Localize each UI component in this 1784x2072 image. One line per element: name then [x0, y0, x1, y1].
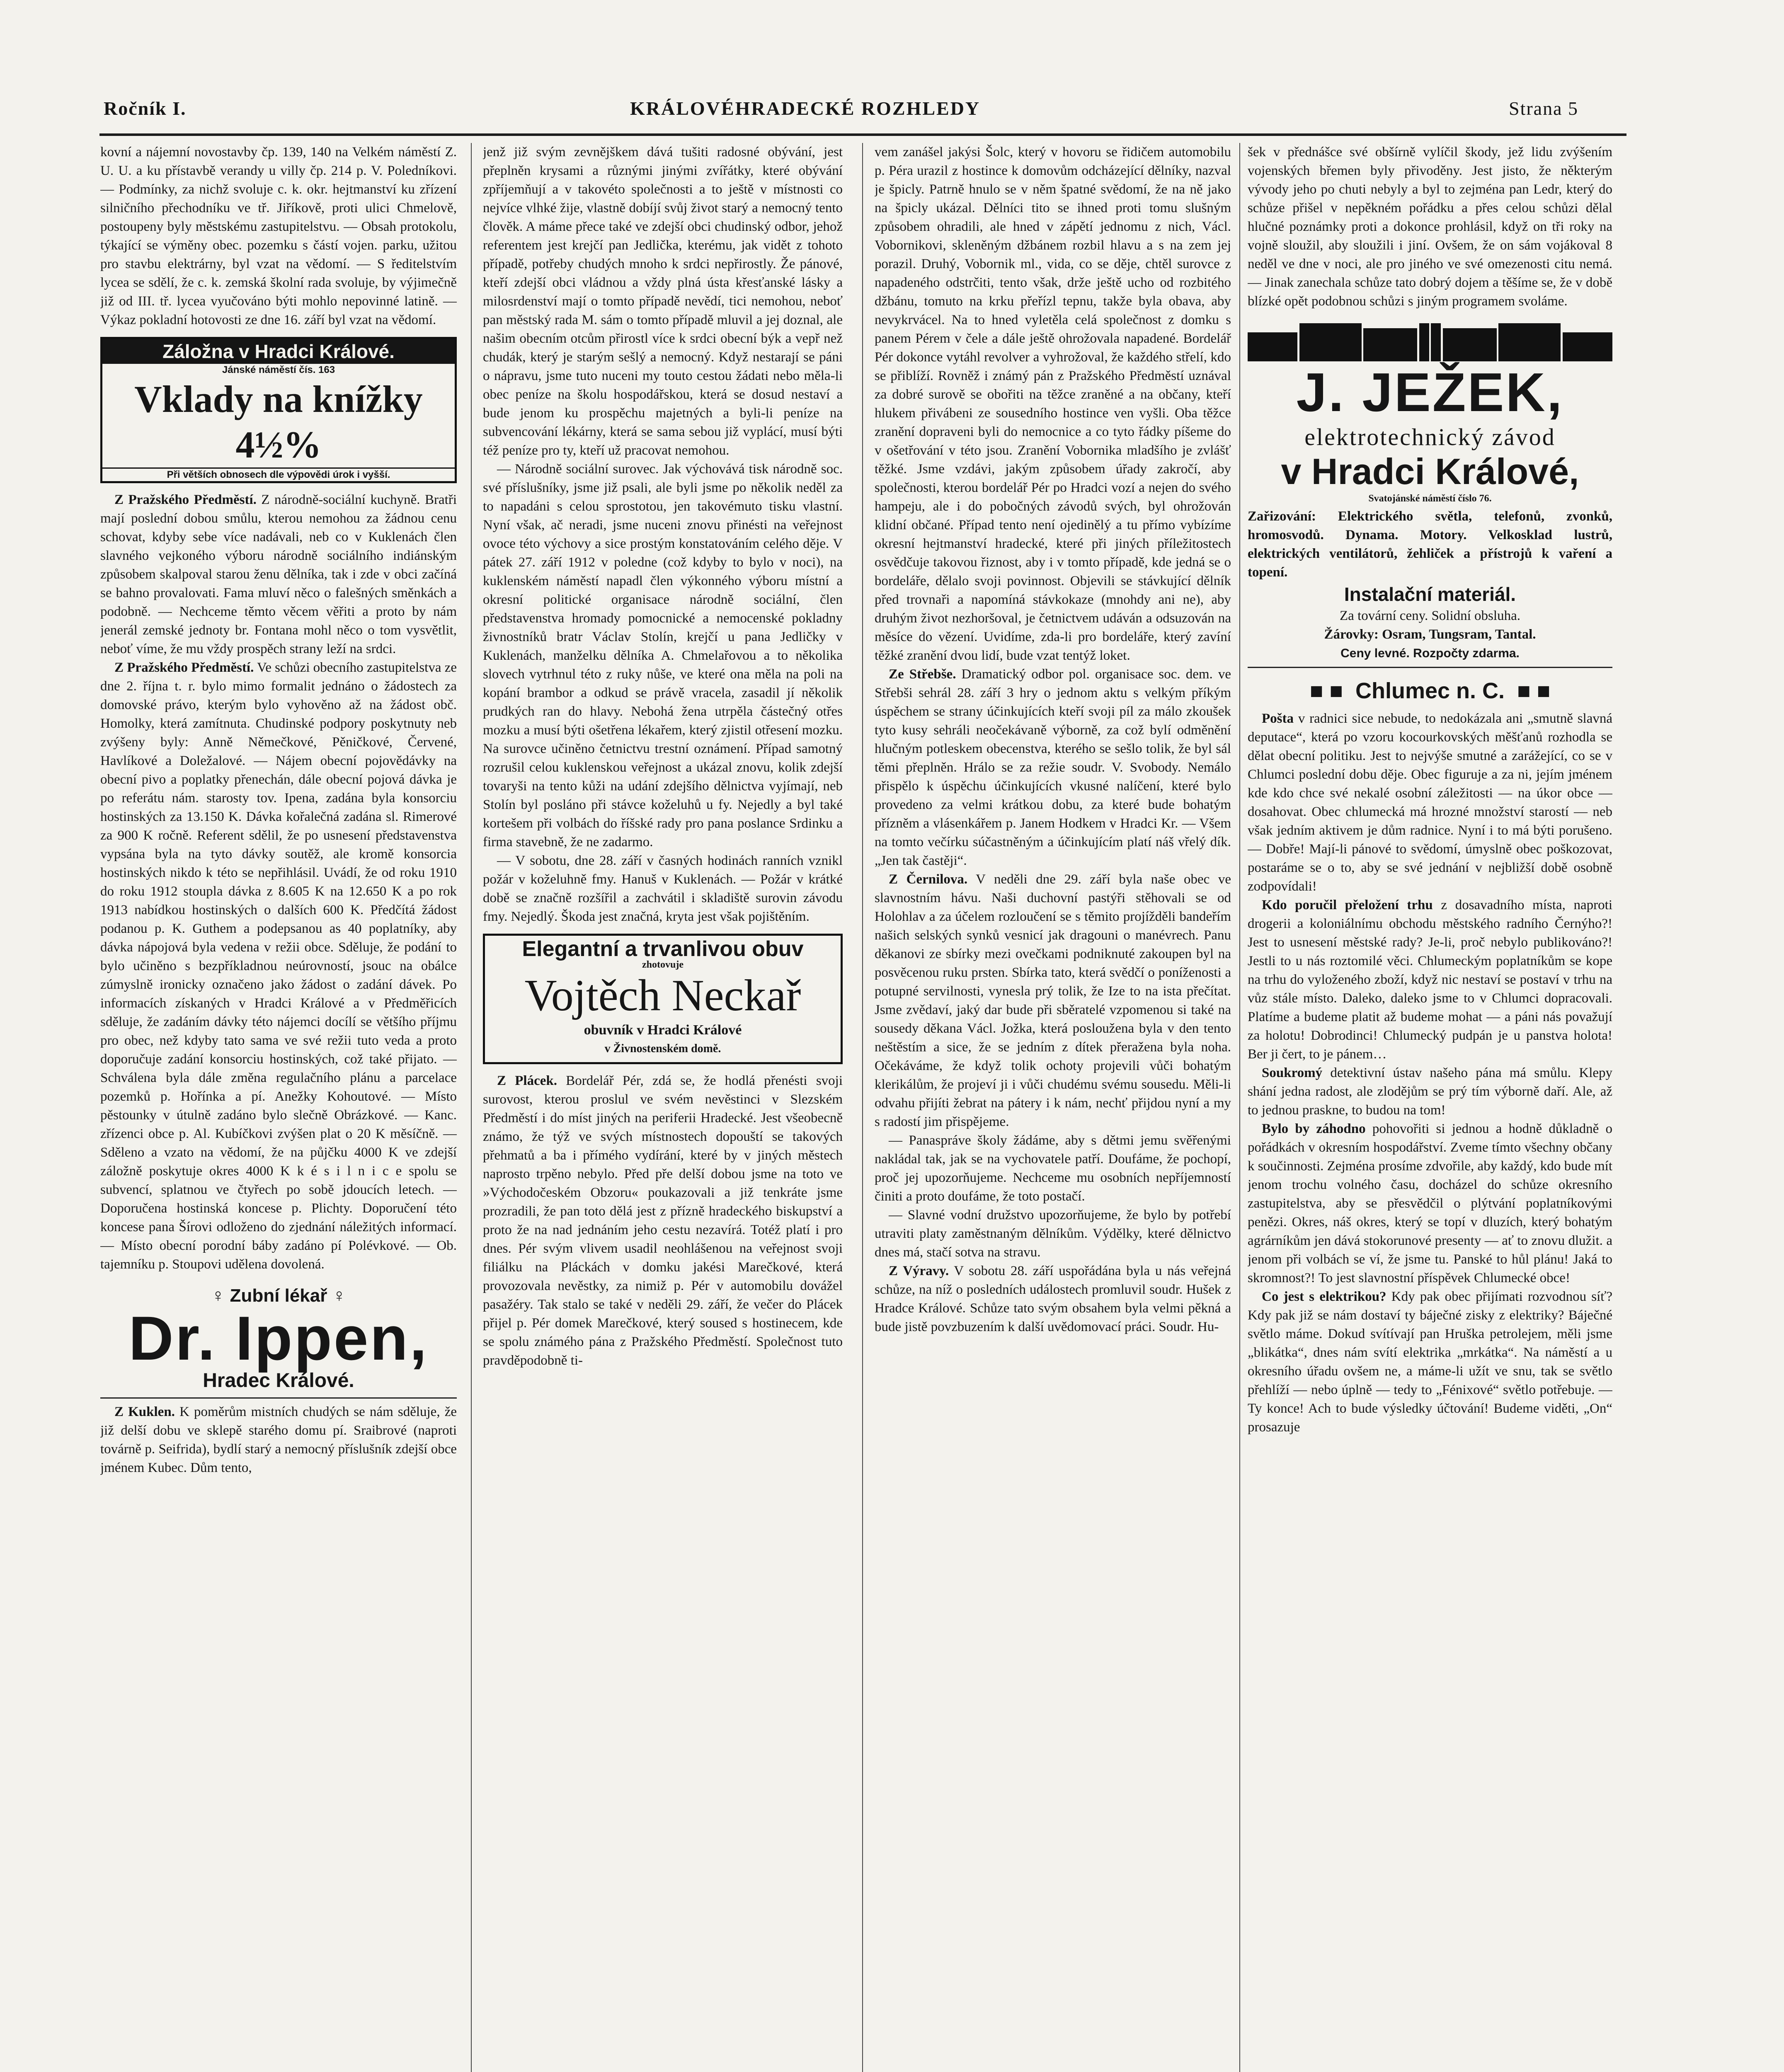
header-page: Strana 5	[1509, 98, 1579, 119]
article-lead: Z Výravy.	[889, 1264, 949, 1278]
article-text	[1248, 1064, 1612, 1120]
article-text	[875, 1262, 1231, 1336]
article-body: pohovořiti si jednou a hodně důkladně o pořádkách v okresním hospodářství. Zveme tímto všechny občany k součinnosti. Zejména prosíme zdvořile, aby každý, kdo bude mít jenom trochu volného času, docházel do schůze okresního zastupitelstva, aby se přesvědčil o plýtvání poplatníkovými penězi. Okres, náš okres, který se topí v dluzích, který bohatým agrárníkům jen dává stokorunové presenty — ať to znovu dlužit. a jenom při volbách se ví, že jsme tu. Panské to hůl plánu! Jaká to skromnost?! To jest slavnostní příspěvek Chlumecké obce!	[1248, 1121, 1612, 1285]
ad-electric-trade: elektrotechnický závod	[1304, 424, 1556, 450]
article-body: Z národně-sociální kuchyně. Bratři mají poslední dobou smůlu, kterou nemohou za žádnou cenu schovat, kdyby sebe více nadávali, neb co v Kuklenách člen slavného vejkoného výboru národně sociálního indiánským způsobem skalpoval starou ženu dělníka, tak i zde v obci začíná se bahno provalovati. Fama mluví něco o falešných směnkách a podobně. — Nechceme těmto věcem věřiti a proto by nám jenerál zemské jednoty br. Fontana mohl něco o tom vysvětlit, neboť víme, že mu vždy prospěch strany leží na srdci.	[100, 492, 457, 656]
article-lead: Z Pražského Předměstí.	[114, 492, 257, 507]
ad-bank	[100, 337, 457, 483]
article-lead: Soukromý	[1262, 1065, 1323, 1080]
ad-dentist	[100, 1286, 457, 1390]
ad-electric-material: Instalační materiál.	[1344, 583, 1516, 605]
article-lead: Ze Střebše.	[889, 667, 956, 682]
ad-shoemaker-trade: obuvník v Hradci Králové	[584, 1022, 742, 1038]
article-text	[1248, 896, 1612, 1064]
ad-electric-city: v Hradci Králové,	[1281, 451, 1579, 492]
article-body: V neděli dne 29. září byla naše obec ve slavnostním hávu. Naši duchovní pastýři stěhovali se od Holohlav a za účelem rozloučení se s těmito projížděli bandeřím našich selských synků vesnicí jak dragouni o manévrech. Panu děkanovi ze sbírky mezi ovečkami podniknuté zakoupen byl na posvěcenou ruku prsten. Sbírka tato, která svědčí o poníženosti a potupné servilnosti, vynesla prý tolik, že Ize to na ista přečítat. Jsme zvědaví, jaký dar bude při sběratelé vzpomenou si také na sousedy děkana Václ. Jožka, která posloužena byla v den tento neštěstím a sice, že se jedním z dítek přeražena byla noha. Očekáváme, že když tolik ochoty projevili vůči bohatým klerikálům, že projeví ji i vůči chudému svému sousedu. Měli-li odvahu přijíti žebrat na pátery i k nám, nechť přijdou nyní a my s radostí jim přispějeme.	[875, 872, 1231, 1129]
column-4	[1248, 143, 1612, 2072]
article-text: jenž již svým zevnějškem dává tušiti radosné obývání, jest přeplněn krysami a různými jinými zvířátky, které obývání zpříjemňují a v takovéto společnosti a to ještě v místnosti co nejvíce vlhké žije, vlastně dobíjí svůj život starý a nemocný tento člověk. A máme přece také ve zdejší obci chudinský odbor, jehož referentem jest krejčí pan Jedlička, kterému, jak vidět z tohoto případě, potřeby chudých mnoho k srdci nepřirostly. Že pánové, kteří zdejší obci vládnou a vždy plná ústa křesťanské lásky a milosrdenství mají o tomto případě nevědí, tici nemohou, neboť pan městský rada M. sám o tomto případě mluvil a jej doznal, ale našim obecním otcům přirostl více k srdci obecní býk a vepř než chudák, který je starým sešlý a nemocný. Když nestarají se páni o nápravu, jsme tuto nuceni my touto cestou žádati nebo měla-li obec peníze na školu hospodářskou, která se dosud nestaví a bude jenom ku prospěchu majetných a byli-li peníze na subvencování lékárny, která se sama sebou již vyplácí, musí býti též peníze pro ty, kteří už pracovat nemohou.	[483, 145, 843, 458]
header-title: KRÁLOVÉHRADECKÉ ROZHLEDY	[630, 98, 981, 119]
article-text	[100, 1403, 457, 1477]
ad-electric-footer: Ceny levné. Rozpočty zdarma.	[1340, 646, 1520, 660]
article-text	[483, 1072, 843, 1370]
article-body: detektivní ústav našeho pána má smůlu. Klepy shání jedna radost, ale zlodějům se prý tím výborně daří. Ale, až to jednou praskne, to budou na tom!	[1248, 1065, 1612, 1118]
ad-bank-name: Záložna v Hradci Králové.	[102, 339, 455, 364]
article-body: Kdy pak obec přijímati rozvodnou síť? Kdy pak již se nám dostaví ty báječné zisky z elektriky? Báječné světlo máme. Dokud svítívají pan Hruška petrolejem, měli jsme „blikátka“, dnes nám svítí elektrika „mrkátka“. Na náměstí a u okresního úřadu ovšem ne, a máme-li užít ve snu, tak se světlo přehlíží — nebo úplně — tedy to „Fénixové“ světlo potřebuje. — Ty konce! Ach to bude výsledky účtování! Budeme viděti, „On“ prosazuje	[1248, 1289, 1612, 1435]
article-body: Ve schůzi obecního zastupitelstva ze dne 2. října t. r. bylo mimo formalit jednáno o žádostech za domovské právo, kterým bylo vyhověno až na žádost obč. Homolky, která zamítnuta. Chudinské podpory poskytnuty neb zvýšeny byly: Anně Němečkové, Pěničkové, Červené, Havlíkové a Doležalové. — Nájem obecní pojovědávky na obecní pivo a poplatky přenechán, dále obecní pojová dávka je po referátu nám. starosty tov. Ipena, zadána byla konsorciu hostinských za 13.150 K. Dávka kořalečná zadána sl. Rimerové za 900 K ročně. Referent sdělil, že po usnesení představenstva vypsána byla na tyto dávky soutěž, ale kromě konsorcia hostinských nikdo k této se nepřihlásil. Uvádí, že od roku 1910 do roku 1912 stoupla dávka z 8.605 K na 12.650 K a po rok 1913 nabídkou hostinských o dalších 600 K. Předčítá žádost podanou p. K. Guthem a podepsanou as 40 poplatníky, aby dávka nápojová byla vedena v režii obce. Sděluje, že podání to bylo učiněno s bezpříkladnou neúrovností, jsouc na obálce zúmyslně ironicky označeno jako žádost o zadání dávek. Po informacích získaných v Hradci Králové a v Předměřicích sděluje, že zadáním dávky této nájemci docílí se většího příjmu pro obec, než kdyby tato sama ve své režii tuto veda a proto doporučuje zadání konsorciu hostinských, což také přijato. — Schválena byla dále změna regulačního plánu a parcelace pozemků p. Hořínka a pí. Anežky Kohoutové. — Místo pěstounky v útulně zadáno bylo slečně Obrázkové. — Kanc. zřízenci obce p. Al. Kubíčkovi zvýšen plat o 20 K měsíčně. — Sděleno a vzato na vědomí, že na půjčku 4000 K ve zdejší záložně poskytuje okres 4000 K k é s i l n i c e spolu se subvencí, splatnou ve čtyřech po sobě jdoucích letech. — Doporučena hostinská koncese p. Plichty. Doporučení této koncese pana Šírovi odloženo do zjednání náležitých informací. — Místo obecní porodní báby zadáno pí Polévkové. — Ob. tajemníku p. Stoupovi udělena dovolená.	[100, 660, 457, 1272]
article-text: — Slavné vodní družstvo upozorňujeme, že bylo by potřebí utraviti platy zaměstnaným dělníkům. Výdělky, které dělnictvo dnes má, stačí sotva na stravu.	[875, 1208, 1231, 1260]
column-rule	[1239, 143, 1240, 2072]
article-text: — V sobotu, dne 28. září v časných hodinách ranních vznikl požár v koželuhně fmy. Hanuš v Kuklenách. — Požár v krátké době se značně rozšířil a zachvátil i skladiště surovin závodu fmy. Nejedlý. Škoda jest značná, kryta jest však pojištěním.	[483, 853, 843, 924]
column-2	[483, 143, 843, 2072]
article-text	[875, 665, 1231, 870]
article-body: z dosavadního místa, naproti drogerii a koloniálnímu obchodu městského radního Černýho?! Jest to usnesení městské rady? Je-li, proč nebylo publikováno?! Jestli to u nás roztomilé věci. Chlumeckým poplatníkům se kope na trhu do vyloženého zboží, když nic nestaví se postaví v trhu na vůz stále místo. Daleko, daleko jsme to v Chlumci dopracovali. Platíme a budeme platit až budeme mohat — a páni nás považují za holotu! Dobrodinci! Chlumecký pudpán je u panstva holota! Ber ji čert, to je pánem…	[1248, 898, 1612, 1062]
section-heading: ■ ■ Chlumec n. C. ■ ■	[1309, 678, 1551, 703]
article-lead: Z Pražského Předměstí.	[114, 660, 254, 675]
article-text: vem zanášel jakýsi Šolc, který v hovoru se řidičem automobilu p. Péra urazil z hostince k domovům odcházející dělníky, nazval je špicly. Patrně hnulo se v něm špatné svědomí, že na ně jako na špicly ukázal. Dělníci tito se ihned proti tomu slušným způsobem ohradili, ale hned v zápětí jednomu z nich, Václ. Vobornikovi, skleněným džbánem rozbil hlavu a s na zem jej porazil. Druhý, Vobornik ml., vida, co se děje, chtěl surovce z napadeného odstrčiti, tento však, drže ještě ucho od rozbitého džbánu, tomuto na krku přeřízl tepnu, takže byla obava, aby nevykrvácel. Na to hned vyletěla celá společnost z domku s panem Pérem v čele a dále ještě ohrožovala napadené. Bordelář Pér dokonce vytáhl revolver a vyhrožoval, že každého střelí, kdo se přiblíží. Rovněž i známý pán z Pražského Předměstí uznával za dobré surově se obořiti na těžce zraněné a na občany, kteří hlukem přivábeni ze sousedního hostince ven vyšli. Oba těžce zranění dopraveni byli do nemocnice a co tyto řádky píšeme do v ošetřování v této jsou. Zranění Vobornika mladšího je zvlášť těžké. Jsme vzdávi, jakým způsobem úřady zakročí, aby společnosti, kterou bordelář Pér po Hradci vozí a nejen do svého hampeju, ale i do pobočných závodů svých, byl ohrožován klidní občané. Případ tento není ojedinělý a tu přímo vybízíme okresní hejtmanství hradecké, které při jiných příležitostech osvědčuje takovou řiznost, aby i v tomto případě, kde jedná se o bordeláře, dělalo svoji povinnost. Objevili se stávkující dělník před trovnaři a napomíná stávkokaze (mnohdy ani ne), aby druhým život nezhoršoval, je četnictvem udáván a odsuzován na měsíce do vězení. Uvidíme, zda-li pro bordeláře, který zavíní těžké zranění dvou lidí, bude vzat tentýž loket.	[875, 145, 1231, 663]
ad-dentist-city: Hradec Králové.	[203, 1370, 354, 1392]
article-body: K poměrům mistních chudých se nám sděluje, že již delší dobu ve sklepě starého domu pí. Sraibrové (naproti továrně p. Seifrida), bydlí starý a nemocný příslušník zdejší obce jménem Kubec. Dům tento,	[100, 1404, 457, 1475]
ad-shoemaker	[483, 934, 843, 1064]
ad-electric-prices: Za tovární ceny. Solidní obsluha.	[1340, 608, 1520, 623]
article-body: v radnici sice nebude, to nedokázala ani „smutně slavná deputace“, která po vzoru kocourkovských měšťanů rozhodla se dělat obecní politiku. Jest to nejvýše smutné a zarážející, co se v Chlumci poslední dobu děje. Obec figuruje a za ni, jejím jménem kde kdo chce své nekalé osobní záležitosti — na úkor obce — dosahovat. Obec chlumecká má hrozné množství starostí — neb však jedním aktivem je dům radnice. Nyní i to má býti porušeno. — Dobře! Mají-li pánové to svědomí, úmyslně obec poškozovat, postaráme se o to, aby se své jednání v nejbližší době osobně zodpovídali!	[1248, 711, 1612, 894]
article-lead: Z Černilova.	[889, 872, 968, 887]
article-text	[1248, 709, 1612, 896]
article-text	[1248, 1120, 1612, 1288]
column-1	[100, 143, 457, 2072]
article-lead: Kdo poručil přeložení trhu	[1262, 898, 1433, 913]
article-text: — Panaspráve školy žádáme, aby s dětmi jemu svěřenými nakládal tak, jak se na vychovatele patří. Doufáme, že pochopí, proč jej upozorňujeme. Nechceme mu osobních nepříjemností činiti a proto doufáme, že toto postačí.	[875, 1133, 1231, 1204]
ad-dentist-name: Dr. Ippen,	[128, 1303, 429, 1373]
ad-shoemaker-address: v Živnostenském domě.	[604, 1042, 721, 1055]
ad-bank-note: Při větších obnosech dle výpovědi úrok i vyšší.	[102, 467, 455, 481]
article-lead: Z Plácek.	[497, 1073, 557, 1088]
ad-electric	[1248, 323, 1612, 663]
article-text	[875, 870, 1231, 1131]
header-volume: Ročník I.	[104, 98, 187, 119]
ad-dentist-title-text: Zubní lékař	[230, 1285, 327, 1306]
article-text	[100, 658, 457, 1274]
ad-electric-address: Svatojánské náměstí číslo 76.	[1368, 493, 1492, 504]
article-lead: Bylo by záhodno	[1262, 1121, 1366, 1136]
ad-shoemaker-tagline: Elegantní a trvanlivou obuv	[522, 937, 804, 961]
article-lead: Pošta	[1262, 711, 1294, 726]
article-text: šek v přednášce své obšírně vylíčil škody, jež lidu zvýšením vojenských břemen byly přivoděny. Jest jisto, že některým vývody jeho po chuti nebyly a byl to zejména pan Ledr, který do schůze přišel v nepěkném pořádku a přes celou schůzi dělal hlučné poznámky proti a dokonce prohlásil, když on tři roky na vojně sloužil, aby sloužili i jiní. Ovšem, že on sám vojákoval 8 neděl ve dne v noci, ale pro jiného ve své omezenosti citu nemá. — Jinak zanechala schůze tato dobrý dojem a těšíme se, že v době blízké opět podobnou schůzi s jiným programem svoláme.	[1248, 145, 1612, 309]
article-text	[1248, 1288, 1612, 1437]
article-text: — Národně sociální surovec. Jak výchovává tisk národně soc. své příslušníky, jsme již psali, ale byli jsme po několik neděl za to napadáni s celou sprostotou, jen takovémuto tisku vlastní. Nyní však, ač neradi, jsme nuceni znovu přinésti na veřejnost ovoce této výchovy a sice prostým konstatováním celého děje. V pátek 27. září 1912 v poledne (což kdyby to bylo v noci), na kuklenském náměstí napadl člen výkonného výboru místní a okresní politické organisace národně sociální, člen představenstva hromady pomocnické a nemocenské pokladny živnostníků bratr Václav Stolín, krejčí u pana Jedličky v Kuklenách, manželku dělníka A. Chmelařovou a to několika slovech vytrhnul této z ruky nůše, ve které ona měla na poli na kopání brambor a odkud se právě vracela, zasadil jí několik prudkých ran do hlavy. Nebohá žena utrpěla částečný otřes mozku a musí býti ošetřena lékařem, který zjistil otřesení mozku. Na surovce učiněno četnictvu trestní oznámení. Případ samotný rozrušil celou kuklenskou veřejnost a ukázal znovu, kolik zdejší tovaryši na tento kůži na udání zdejšího dělnictva vyjímají, neb Stolín byl posláno při stávce koželuhů u fy. Nejedly a byl také kortešem při volbách do říšské rady pro pana poslance Srdinku a firma stavebně, že ne zadarmo.	[483, 462, 843, 850]
ad-electric-ornament	[1248, 323, 1612, 361]
ad-electric-services: Zařizování: Elektrického světla, telefonů, zvonků, hromosvodů. Dynama. Motory. Velkosklad lustrů, elektrických ventilátorů, žehliček a přístrojů k vaření a topení.	[1248, 509, 1612, 580]
article-body: Dramatický odbor pol. organisace soc. dem. ve Střebši sehrál 28. září 3 hry o jednom aktu s velkým příkým úspěchem se strany účinkujících kteří svoji píl za málo zkoušek tyto kusy sehráli neočekávaně výborně, za což bylí odměnění hlučným potleskem obecenstva, kterého se sešlo tolik, že byl sál těmi přeplněn. Hrálo se za režie soudr. V. Svobody. Nemálo přispělo k úspěchu účinkujících vkusné nalíčení, které bylo provedeno za velmi krátkou dobu, za které bude bohatým přízněm a vlásenkářem p. Janem Hodkem v Hradci Kr. — Všem na tomto večírku súčastněným a účinkujícím platí náš vřelý dík. „Jen tak častěji“.	[875, 667, 1231, 868]
ad-electric-bulbs: Žárovky: Osram, Tungsram, Tantal.	[1324, 627, 1536, 642]
divider	[1248, 667, 1612, 668]
article-body: Bordelář Pér, zdá se, že hodlá přenésti svoji surovost, kterou proslul ve svém nevěstinci v Slezském Předměstí i do míst jiných na periferii Hradecké. Jest všeobecně známo, že týž ve svých místnostech dopouští se takových přehmatů a ba i přímého vydírání, které by v jiných městech naprosto trpěno nebylo. Před pře delší dobou jsme na toto ve »Východočeském Obzoru« poukazovali a již tenkráte jsme prozradili, že pan toto dělá jest z přízně hradeckého biskupství a proto že na nad jednáním jeho cestu nezavírá. Totéž platí i pro dnes. Pér svým vlivem usadil neohlášenou na veřejnost svoji filiálku na Pláckách v domku jakési Marečkové, která provozovala nevěstky, za nimiž p. Pér v automobilu dovážel pasažéry. Tak stalo se také v neděli 29. září, že večer do Plácek přijel p. Pér domek Marečkové, který soused s hostinecem, kde se spolu známého pána z Pražského Předměstí. Společnost tuto pravděpodobně ti-	[483, 1073, 843, 1368]
ad-bank-address: Jánské náměstí čís. 163	[222, 364, 335, 375]
ad-bank-headline: Vklady na knížky 4½%	[134, 378, 423, 466]
divider	[100, 1397, 457, 1399]
section-heading-text: Chlumec n. C.	[1355, 678, 1505, 703]
article-lead: Co jest s elektrikou?	[1262, 1289, 1386, 1304]
article-body: V sobotu 28. září uspořádána byla u nás veřejná schůze, na níž o posledních událostech promluvil soudr. Hušek z Hradce Králové. Schůze tato svým obsahem byla velmi pěkná a bude jistě povzbuzením k další uvědomovací práci. Soudr. Hu-	[875, 1264, 1231, 1334]
ad-dentist-title: ♀ Zubní lékař ♀	[211, 1285, 346, 1306]
column-3	[875, 143, 1231, 2072]
ad-electric-name: J. JEŽEK,	[1296, 362, 1564, 423]
article-lead: Z Kuklen.	[114, 1404, 175, 1419]
ad-shoemaker-sub: zhotovuje	[642, 959, 684, 970]
header-rule	[99, 133, 1626, 136]
column-rule	[471, 143, 472, 2072]
article-text: kovní a nájemní novostavby čp. 139, 140 na Velkém náměstí Z. U. U. a ku přístavbě verandy u villy čp. 214 p. V. Poledníkovi. — Podmínky, za nichž svoluje c. k. okr. hejtmanství ku zřízení silničního přechodníku ve tř. Jiříkově, proti ulici Chmelově, postoupeny byly městskému zastupitelstvu. — Obsah protokolu, týkající se výměny obec. pozemku s částí vojen. parku, užitou pro stavbu elektrárny, byl vzat na vědomí. — S ředitelstvím lycea se sdělí, že c. k. zemská školní rada svoluje, by výjimečně již od III. tř. lycea vyučováno býti mohlo nepovinné latině. — Výkaz pokladní hotovosti ze dne 16. září byl vzat na vědomí.	[100, 145, 457, 327]
article-text	[100, 491, 457, 658]
column-rule	[862, 143, 863, 2072]
ad-shoemaker-name: Vojtěch Neckař	[524, 971, 801, 1020]
